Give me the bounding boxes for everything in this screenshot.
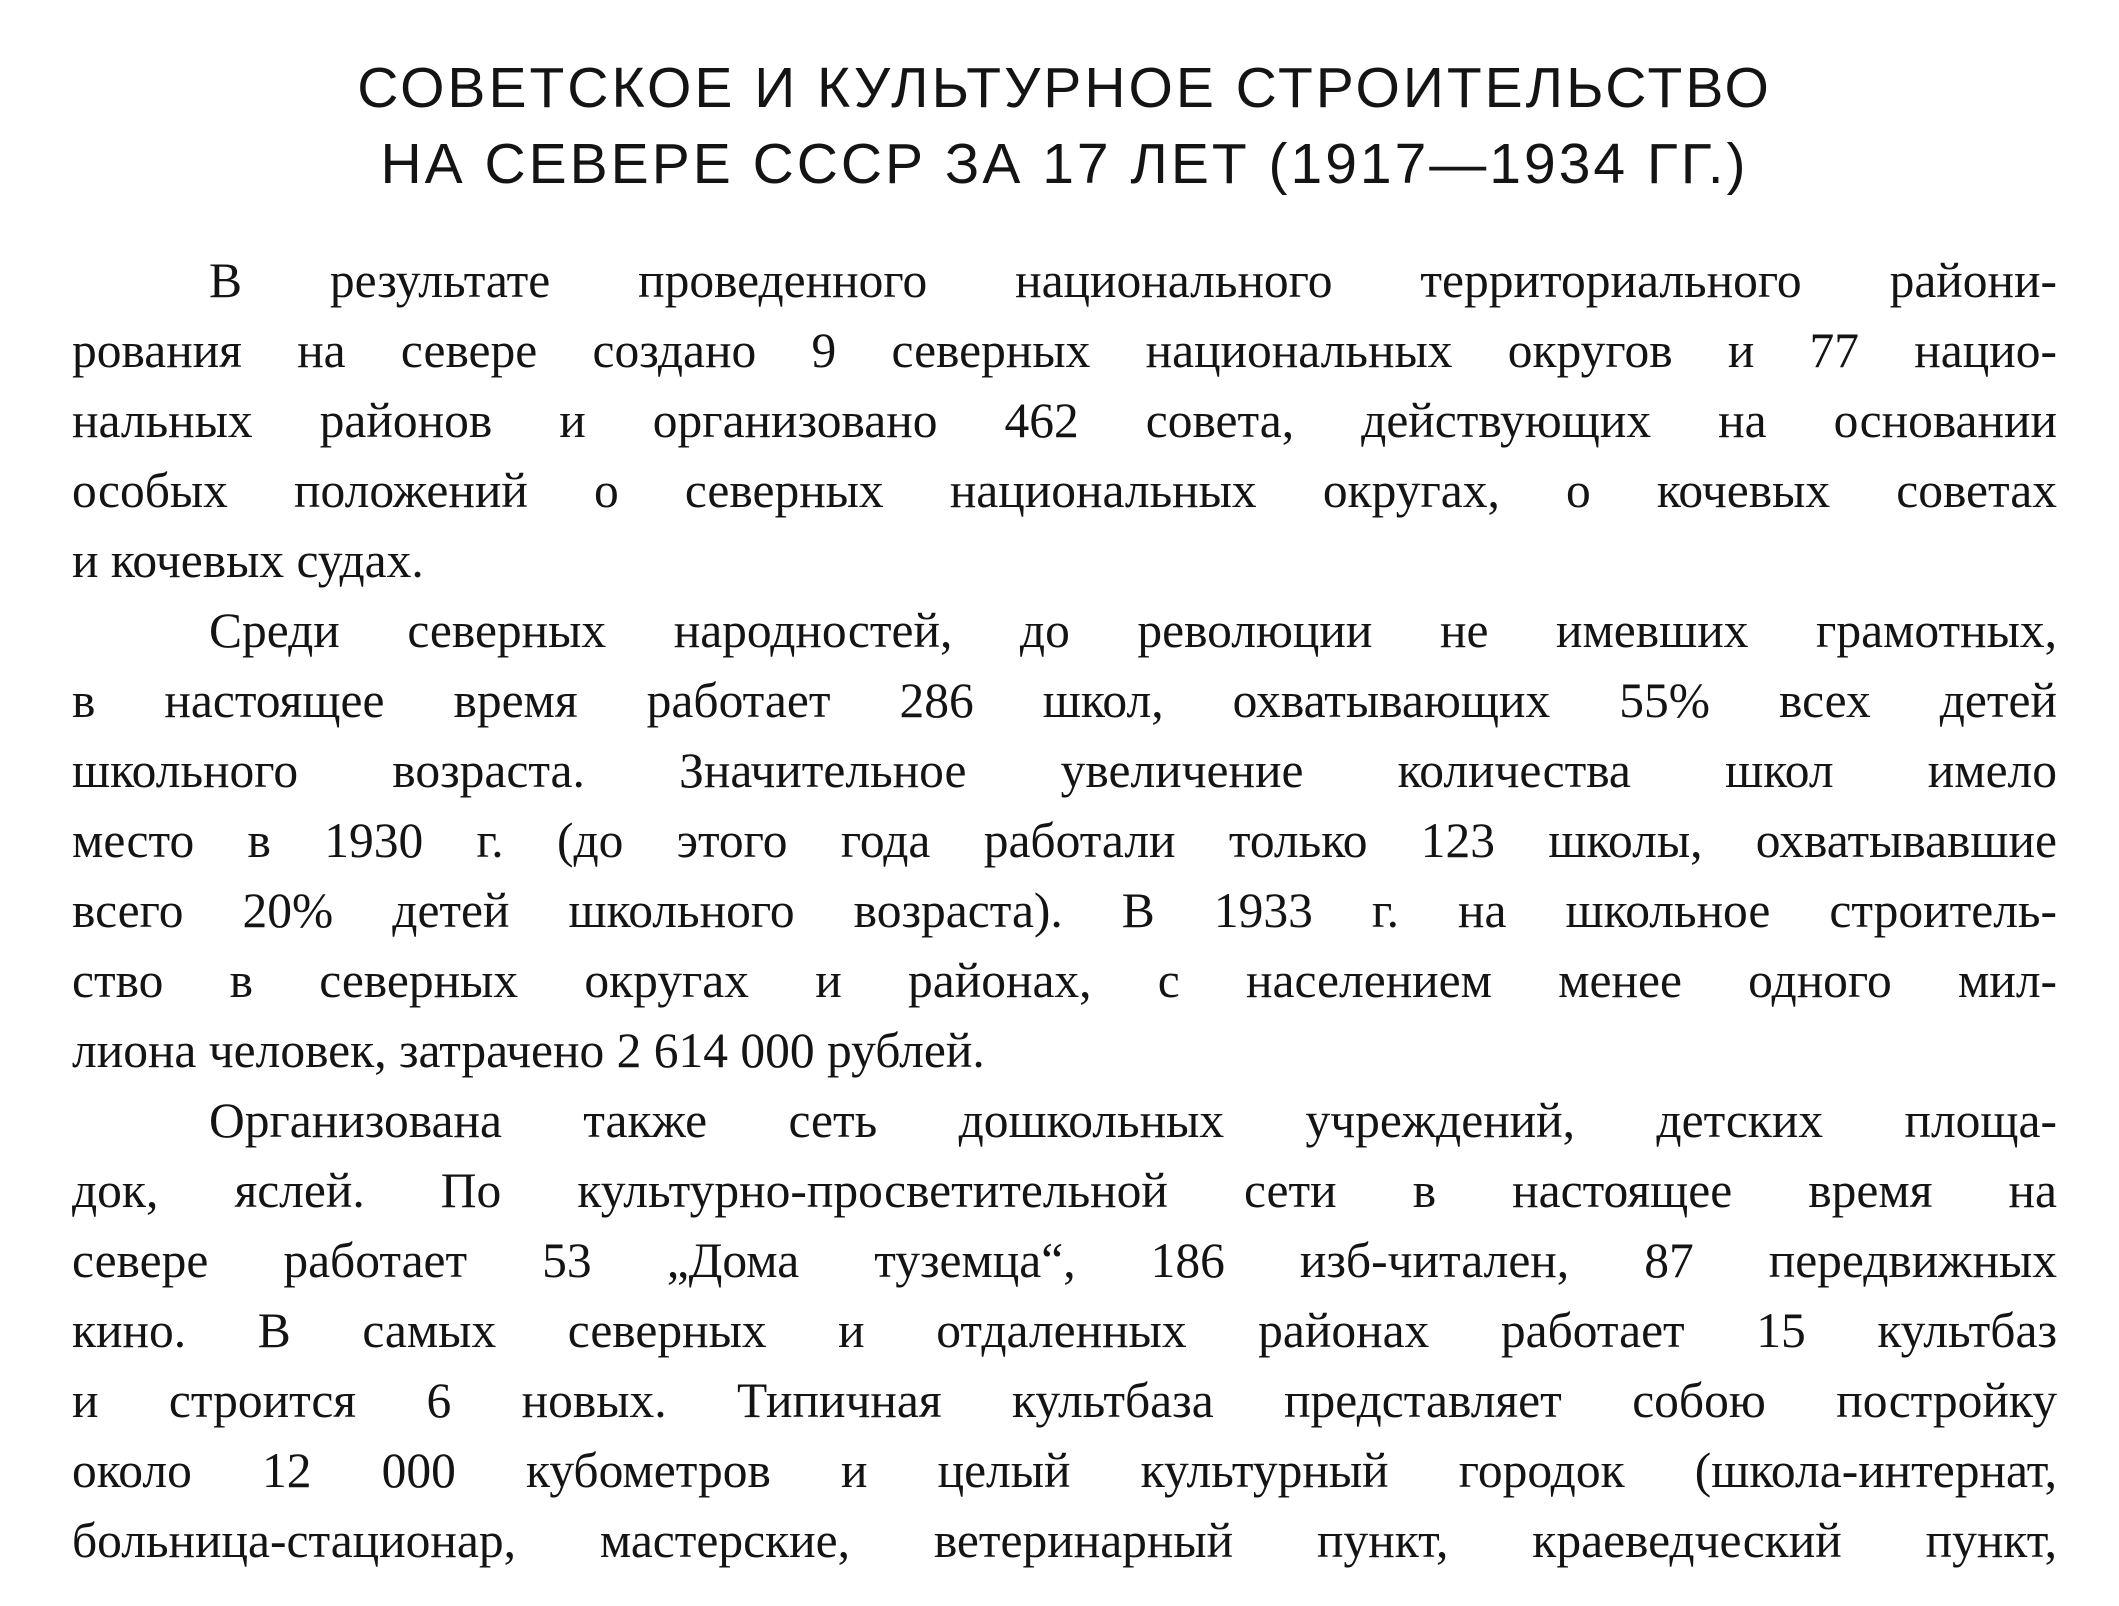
text-line: лиона человек, затрачено 2 614 000 рублей. (72, 1023, 985, 1078)
paragraph-2 (72, 596, 2057, 1086)
text-line: кино. В самых северных и отдаленных районах работает 15 культбаз (72, 1303, 2057, 1358)
text-line: место в 1930 г. (до этого года работали только 123 школы, охватывавшие (72, 813, 2057, 868)
text-line: и кочевых судах. (72, 533, 424, 588)
text-line: док, яслей. По культурно-просветительной сети в настоящее время на (72, 1163, 2057, 1218)
text-line: севере работает 53 „Дома туземца“, 186 изб-читален, 87 передвижных (72, 1233, 2057, 1288)
title-line-1: СОВЕТСКОЕ И КУЛЬТУРНОЕ СТРОИТЕЛЬСТВО (357, 56, 1772, 120)
text-line: В результате проведенного национального территориального райони- (209, 253, 2057, 308)
text-line: и строится 6 новых. Типичная культбаза представляет собою постройку (72, 1373, 2057, 1428)
text-line: всего 20% детей школьного возраста). В 1933 г. на школьное строитель- (72, 883, 2057, 938)
text-line: Организована также сеть дошкольных учреждений, детских площа- (209, 1093, 2057, 1148)
paragraph-3 (72, 1086, 2057, 1576)
text-line: Среди северных народностей, до революции не имевших грамотных, (209, 603, 2057, 658)
text-line: особых положений о северных национальных округах, о кочевых советах (72, 463, 2057, 518)
text-line: около 12 000 кубометров и целый культурный городок (школа-интернат, (72, 1443, 2057, 1498)
paragraph-1 (72, 246, 2057, 596)
title-line-2: НА СЕВЕРЕ СССР ЗА 17 ЛЕТ (1917—1934 ГГ.) (380, 132, 1749, 196)
document-page (72, 50, 2057, 1576)
text-line: школьного возраста. Значительное увеличение количества школ имело (72, 743, 2057, 798)
document-title (72, 50, 2057, 202)
text-line: ство в северных округах и районах, с населением менее одного мил- (72, 953, 2057, 1008)
text-line: рования на севере создано 9 северных национальных округов и 77 нацио- (72, 323, 2057, 378)
text-line: нальных районов и организовано 462 совета, действующих на основании (72, 393, 2057, 448)
text-line: больница-стационар, мастерские, ветеринарный пункт, краеведческий пункт, (72, 1513, 2057, 1568)
text-line: в настоящее время работает 286 школ, охватывающих 55% всех детей (72, 673, 2057, 728)
document-body (72, 246, 2057, 1576)
